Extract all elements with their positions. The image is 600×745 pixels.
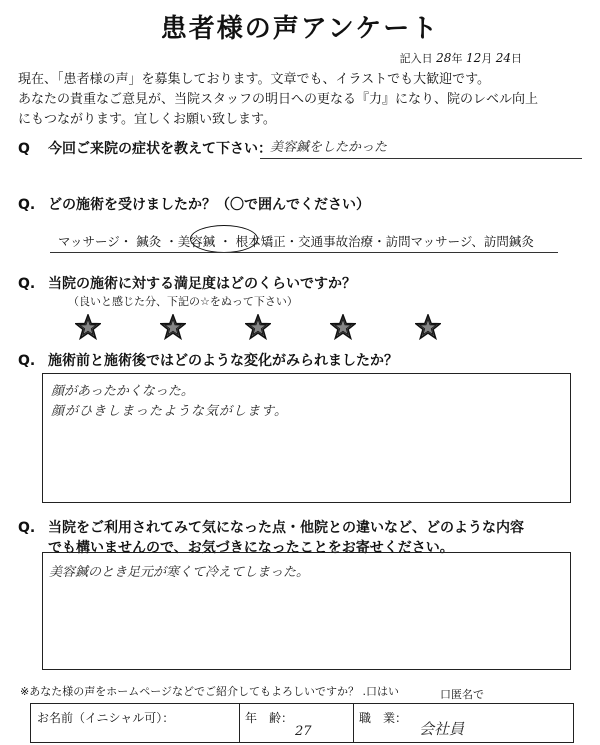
q1-answer[interactable]: 美容鍼をしたかった — [270, 140, 388, 155]
age-cell[interactable] — [239, 704, 354, 742]
page-title: 患者様の声アンケート — [160, 14, 440, 44]
intro-line-3: にもつながります。宜しくお願い致します。 — [18, 112, 276, 127]
date-day[interactable]: 24 — [495, 51, 511, 65]
intro-line-1: 現在、「患者様の声」を募集しております。文章でも、イラストでも大歓迎です。 — [18, 72, 491, 87]
q3-question — [18, 273, 356, 293]
name-cell[interactable] — [31, 704, 240, 742]
consent-question[interactable]: ※あなた様の声をホームページなどでご紹介してもよろしいですか？ .口はい — [20, 685, 399, 698]
date-day-unit: 日 — [511, 52, 522, 65]
q5-answer-box[interactable] — [42, 552, 571, 670]
entry-date — [400, 50, 522, 66]
age-value: 27 — [295, 724, 312, 739]
date-month-unit: 月 — [481, 52, 493, 65]
rating-star-icon[interactable] — [415, 314, 441, 340]
q2-label: どの施術を受けましたか？（〇で囲んでください） — [48, 197, 370, 213]
q5-mark: Q. — [18, 520, 36, 536]
q1-answer-line — [260, 158, 582, 159]
q2-options-line — [50, 252, 558, 253]
q5-question — [18, 517, 524, 537]
job-value: 会社員 — [419, 720, 465, 738]
q3-subtext: （良いと感じた分、下記の☆をぬって下さい） — [68, 295, 298, 308]
q4-question — [18, 350, 398, 370]
q1-mark: Q — [18, 141, 30, 157]
q4-mark: Q. — [18, 353, 36, 369]
q4-answer-line-1: 顔があったかくなった。 — [51, 384, 194, 399]
consent-anonymous[interactable]: 口匿名で — [440, 688, 484, 701]
name-label: お名前（イニシャル可）： — [37, 711, 175, 725]
intro-text — [18, 70, 584, 130]
q1-question — [18, 138, 272, 158]
q3-label: 当院の施術に対する満足度はどのくらいですか？ — [48, 276, 356, 292]
age-label: 年 齢： — [245, 711, 294, 725]
rating-star-icon[interactable] — [245, 314, 271, 340]
q2-question — [18, 194, 370, 214]
rating-star-icon[interactable] — [330, 314, 356, 340]
date-month[interactable]: 12 — [465, 51, 482, 65]
date-year[interactable]: 28 — [436, 51, 452, 65]
q5-answer: 美容鍼のとき足元が寒くて冷えてしまった。 — [49, 565, 310, 580]
q5-label-line-1: 当院をご利用されてみて気になった点・他院との違いなど、どのような内容 — [48, 520, 524, 536]
rating-star-icon[interactable] — [160, 314, 186, 340]
job-cell[interactable] — [353, 704, 572, 742]
intro-line-2: あなたの貴重なご意見が、当院スタッフの明日への更なる『力』になり、院のレベル向上 — [18, 92, 539, 107]
q3-mark: Q. — [18, 276, 36, 292]
q2-mark: Q. — [18, 197, 36, 213]
q4-answer-box[interactable] — [42, 373, 571, 503]
date-label: 記入日 — [399, 52, 433, 65]
q1-label: 今回ご来院の症状を教えて下さい： — [48, 141, 272, 157]
q2-options[interactable]: マッサージ・ 鍼灸 ・美容鍼 ・ 根本矯正・交通事故治療・訪問マッサージ、訪問鍼灸 — [58, 234, 534, 249]
q4-answer-line-2: 顔がひきしまったような気がします。 — [51, 404, 288, 419]
rating-star-icon[interactable] — [75, 314, 101, 340]
q4-label: 施術前と施術後ではどのような変化がみられましたか？ — [48, 353, 398, 369]
job-label: 職 業： — [359, 711, 408, 725]
respondent-info-table — [30, 703, 574, 743]
selected-option-circle — [190, 225, 258, 253]
q5-label-line-2: でも構いませんので、お気づきになったことをお寄せください。 — [48, 540, 454, 556]
date-year-unit: 年 — [451, 52, 463, 65]
